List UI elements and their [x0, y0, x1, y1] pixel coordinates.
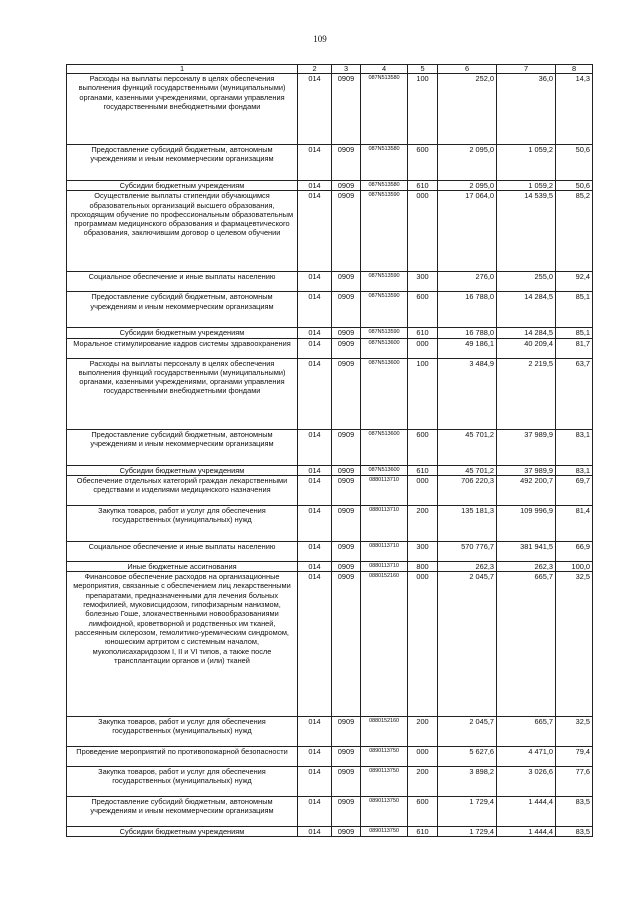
planned-amount: 2 095,0	[438, 181, 497, 191]
expense-type-code: 100	[408, 358, 438, 429]
target-article-code: 0890113750	[361, 827, 408, 837]
actual-amount: 14 284,5	[497, 328, 556, 338]
execution-percent: 14,3	[556, 74, 593, 145]
target-article-code: 087N513600	[361, 465, 408, 475]
actual-amount: 262,3	[497, 561, 556, 571]
actual-amount: 37 989,9	[497, 465, 556, 475]
section-code: 0909	[332, 561, 361, 571]
section-code: 0909	[332, 191, 361, 272]
section-code: 0909	[332, 74, 361, 145]
section-code: 0909	[332, 465, 361, 475]
item-name: Расходы на выплаты персоналу в целях обеспечения выполнения функций государственными (муниципальными) органами, казенными учреждениями, органами управления государственными внебюджетными фондами	[67, 358, 298, 429]
grbs-code: 014	[298, 827, 332, 837]
column-header: 4	[361, 65, 408, 74]
expense-type-code: 610	[408, 181, 438, 191]
table-row	[67, 827, 593, 837]
column-header: 1	[67, 65, 298, 74]
grbs-code: 014	[298, 475, 332, 505]
grbs-code: 014	[298, 272, 332, 292]
execution-percent: 85,1	[556, 328, 593, 338]
actual-amount: 1 444,4	[497, 797, 556, 827]
table-row	[67, 328, 593, 338]
table-row	[67, 797, 593, 827]
planned-amount: 45 701,2	[438, 429, 497, 465]
target-article-code: 0880113710	[361, 505, 408, 541]
expense-type-code: 300	[408, 541, 438, 561]
item-name: Проведение мероприятий по противопожарной безопасности	[67, 747, 298, 767]
planned-amount: 3 484,9	[438, 358, 497, 429]
planned-amount: 252,0	[438, 74, 497, 145]
execution-percent: 50,6	[556, 181, 593, 191]
expense-type-code: 200	[408, 505, 438, 541]
section-code: 0909	[332, 572, 361, 717]
planned-amount: 570 776,7	[438, 541, 497, 561]
table-row	[67, 191, 593, 272]
table-row	[67, 767, 593, 797]
item-name: Субсидии бюджетным учреждениям	[67, 328, 298, 338]
planned-amount: 2 045,7	[438, 572, 497, 717]
section-code: 0909	[332, 541, 361, 561]
item-name: Субсидии бюджетным учреждениям	[67, 181, 298, 191]
table-row	[67, 475, 593, 505]
item-name: Субсидии бюджетным учреждениям	[67, 465, 298, 475]
item-name: Закупка товаров, работ и услуг для обеспечения государственных (муниципальных) нужд	[67, 717, 298, 747]
actual-amount: 4 471,0	[497, 747, 556, 767]
target-article-code: 0880152160	[361, 572, 408, 717]
actual-amount: 255,0	[497, 272, 556, 292]
grbs-code: 014	[298, 505, 332, 541]
column-header: 6	[438, 65, 497, 74]
table-row	[67, 74, 593, 145]
planned-amount: 276,0	[438, 272, 497, 292]
target-article-code: 087N513590	[361, 328, 408, 338]
actual-amount: 1 444,4	[497, 827, 556, 837]
actual-amount: 3 026,6	[497, 767, 556, 797]
column-header: 2	[298, 65, 332, 74]
grbs-code: 014	[298, 338, 332, 358]
planned-amount: 1 729,4	[438, 797, 497, 827]
grbs-code: 014	[298, 74, 332, 145]
planned-amount: 262,3	[438, 561, 497, 571]
target-article-code: 087N513580	[361, 145, 408, 181]
execution-percent: 83,1	[556, 465, 593, 475]
item-name: Предоставление субсидий бюджетным, автономным учреждениям и иным некоммерческим организациям	[67, 797, 298, 827]
execution-percent: 83,5	[556, 797, 593, 827]
expense-type-code: 000	[408, 338, 438, 358]
target-article-code: 0890113750	[361, 747, 408, 767]
column-header: 7	[497, 65, 556, 74]
item-name: Социальное обеспечение и иные выплаты населению	[67, 272, 298, 292]
section-code: 0909	[332, 797, 361, 827]
section-code: 0909	[332, 475, 361, 505]
target-article-code: 0880113710	[361, 561, 408, 571]
execution-percent: 32,5	[556, 717, 593, 747]
expense-type-code: 000	[408, 572, 438, 717]
planned-amount: 16 788,0	[438, 328, 497, 338]
planned-amount: 5 627,6	[438, 747, 497, 767]
grbs-code: 014	[298, 747, 332, 767]
expense-type-code: 610	[408, 827, 438, 837]
target-article-code: 0890113750	[361, 797, 408, 827]
grbs-code: 014	[298, 358, 332, 429]
execution-percent: 85,2	[556, 191, 593, 272]
item-name: Финансовое обеспечение расходов на организационные мероприятия, связанные с обеспечением лиц лекарственными препаратами, предназначенными для лечения больных гемофилией, муковисцидозом, гипофизарным нанизмом, болезнью Гоше, злокачественными новообразованиями лимфоидной, кроветворной и родственных им тканей, рассеянным склерозом, гемолитико-уремическим синдромом, юношеским артритом с системным началом, мукополисахаридозом I, II и VI типов, а также после трансплантации органов и (или) тканей	[67, 572, 298, 717]
table-body	[67, 74, 593, 837]
expense-type-code: 600	[408, 429, 438, 465]
target-article-code: 0880113710	[361, 475, 408, 505]
planned-amount: 16 788,0	[438, 292, 497, 328]
expense-type-code: 800	[408, 561, 438, 571]
table-row	[67, 429, 593, 465]
section-code: 0909	[332, 717, 361, 747]
target-article-code: 0880152160	[361, 717, 408, 747]
budget-table	[66, 64, 593, 837]
expense-type-code: 610	[408, 465, 438, 475]
item-name: Обеспечение отдельных категорий граждан лекарственными средствами и изделиями медицинского назначения	[67, 475, 298, 505]
planned-amount: 49 186,1	[438, 338, 497, 358]
execution-percent: 85,1	[556, 292, 593, 328]
planned-amount: 2 045,7	[438, 717, 497, 747]
grbs-code: 014	[298, 465, 332, 475]
table-row	[67, 181, 593, 191]
table-row	[67, 292, 593, 328]
page-number: 109	[313, 34, 327, 44]
target-article-code: 087N513600	[361, 338, 408, 358]
grbs-code: 014	[298, 572, 332, 717]
execution-percent: 92,4	[556, 272, 593, 292]
item-name: Закупка товаров, работ и услуг для обеспечения государственных (муниципальных) нужд	[67, 505, 298, 541]
planned-amount: 17 064,0	[438, 191, 497, 272]
item-name: Моральное стимулирование кадров системы здравоохранения	[67, 338, 298, 358]
table-row	[67, 338, 593, 358]
expense-type-code: 100	[408, 74, 438, 145]
section-code: 0909	[332, 181, 361, 191]
grbs-code: 014	[298, 429, 332, 465]
item-name: Осуществление выплаты стипендии обучающимся образовательных организаций высшего образования, проходящим обучение по профессиональным образовательным программам медицинского образования и фармацевтического образования, заключившим договор о целевом обучении	[67, 191, 298, 272]
grbs-code: 014	[298, 145, 332, 181]
table-row	[67, 561, 593, 571]
section-code: 0909	[332, 358, 361, 429]
target-article-code: 087N513580	[361, 181, 408, 191]
execution-percent: 100,0	[556, 561, 593, 571]
table-row	[67, 145, 593, 181]
grbs-code: 014	[298, 191, 332, 272]
section-code: 0909	[332, 827, 361, 837]
expense-type-code: 200	[408, 717, 438, 747]
actual-amount: 14 284,5	[497, 292, 556, 328]
table-row	[67, 505, 593, 541]
column-header: 3	[332, 65, 361, 74]
section-code: 0909	[332, 292, 361, 328]
item-name: Иные бюджетные ассигнования	[67, 561, 298, 571]
grbs-code: 014	[298, 561, 332, 571]
execution-percent: 69,7	[556, 475, 593, 505]
grbs-code: 014	[298, 292, 332, 328]
execution-percent: 83,1	[556, 429, 593, 465]
planned-amount: 45 701,2	[438, 465, 497, 475]
target-article-code: 087N513590	[361, 272, 408, 292]
item-name: Расходы на выплаты персоналу в целях обеспечения выполнения функций государственными (муниципальными) органами, казенными учреждениями, органами управления государственными внебюджетными фондами	[67, 74, 298, 145]
section-code: 0909	[332, 145, 361, 181]
section-code: 0909	[332, 338, 361, 358]
actual-amount: 40 209,4	[497, 338, 556, 358]
expense-type-code: 000	[408, 475, 438, 505]
table-row	[67, 465, 593, 475]
execution-percent: 79,4	[556, 747, 593, 767]
actual-amount: 37 989,9	[497, 429, 556, 465]
expense-type-code: 200	[408, 767, 438, 797]
planned-amount: 706 220,3	[438, 475, 497, 505]
table-row	[67, 717, 593, 747]
actual-amount: 14 539,5	[497, 191, 556, 272]
header-row	[67, 65, 593, 74]
actual-amount: 109 996,9	[497, 505, 556, 541]
expense-type-code: 600	[408, 797, 438, 827]
actual-amount: 665,7	[497, 572, 556, 717]
actual-amount: 1 059,2	[497, 181, 556, 191]
execution-percent: 81,7	[556, 338, 593, 358]
actual-amount: 1 059,2	[497, 145, 556, 181]
expense-type-code: 000	[408, 191, 438, 272]
section-code: 0909	[332, 505, 361, 541]
actual-amount: 492 200,7	[497, 475, 556, 505]
execution-percent: 63,7	[556, 358, 593, 429]
expense-type-code: 600	[408, 145, 438, 181]
item-name: Предоставление субсидий бюджетным, автономным учреждениям и иным некоммерческим организациям	[67, 145, 298, 181]
target-article-code: 087N513580	[361, 74, 408, 145]
table-row	[67, 572, 593, 717]
target-article-code: 087N513590	[361, 191, 408, 272]
planned-amount: 135 181,3	[438, 505, 497, 541]
execution-percent: 32,5	[556, 572, 593, 717]
execution-percent: 66,9	[556, 541, 593, 561]
section-code: 0909	[332, 747, 361, 767]
grbs-code: 014	[298, 181, 332, 191]
target-article-code: 0890113750	[361, 767, 408, 797]
expense-type-code: 300	[408, 272, 438, 292]
table-row	[67, 358, 593, 429]
target-article-code: 087N513600	[361, 429, 408, 465]
actual-amount: 665,7	[497, 717, 556, 747]
grbs-code: 014	[298, 767, 332, 797]
column-header: 8	[556, 65, 593, 74]
expense-type-code: 610	[408, 328, 438, 338]
execution-percent: 77,6	[556, 767, 593, 797]
table-row	[67, 747, 593, 767]
target-article-code: 087N513590	[361, 292, 408, 328]
actual-amount: 36,0	[497, 74, 556, 145]
target-article-code: 087N513600	[361, 358, 408, 429]
table-row	[67, 541, 593, 561]
execution-percent: 50,6	[556, 145, 593, 181]
item-name: Предоставление субсидий бюджетным, автономным учреждениям и иным некоммерческим организациям	[67, 429, 298, 465]
grbs-code: 014	[298, 541, 332, 561]
section-code: 0909	[332, 328, 361, 338]
item-name: Субсидии бюджетным учреждениям	[67, 827, 298, 837]
section-code: 0909	[332, 429, 361, 465]
item-name: Закупка товаров, работ и услуг для обеспечения государственных (муниципальных) нужд	[67, 767, 298, 797]
grbs-code: 014	[298, 797, 332, 827]
planned-amount: 2 095,0	[438, 145, 497, 181]
grbs-code: 014	[298, 717, 332, 747]
planned-amount: 1 729,4	[438, 827, 497, 837]
execution-percent: 81,4	[556, 505, 593, 541]
section-code: 0909	[332, 272, 361, 292]
actual-amount: 381 941,5	[497, 541, 556, 561]
item-name: Социальное обеспечение и иные выплаты населению	[67, 541, 298, 561]
item-name: Предоставление субсидий бюджетным, автономным учреждениям и иным некоммерческим организациям	[67, 292, 298, 328]
planned-amount: 3 898,2	[438, 767, 497, 797]
target-article-code: 0880113710	[361, 541, 408, 561]
section-code: 0909	[332, 767, 361, 797]
execution-percent: 83,5	[556, 827, 593, 837]
expense-type-code: 000	[408, 747, 438, 767]
grbs-code: 014	[298, 328, 332, 338]
expense-type-code: 600	[408, 292, 438, 328]
column-header: 5	[408, 65, 438, 74]
actual-amount: 2 219,5	[497, 358, 556, 429]
table-row	[67, 272, 593, 292]
